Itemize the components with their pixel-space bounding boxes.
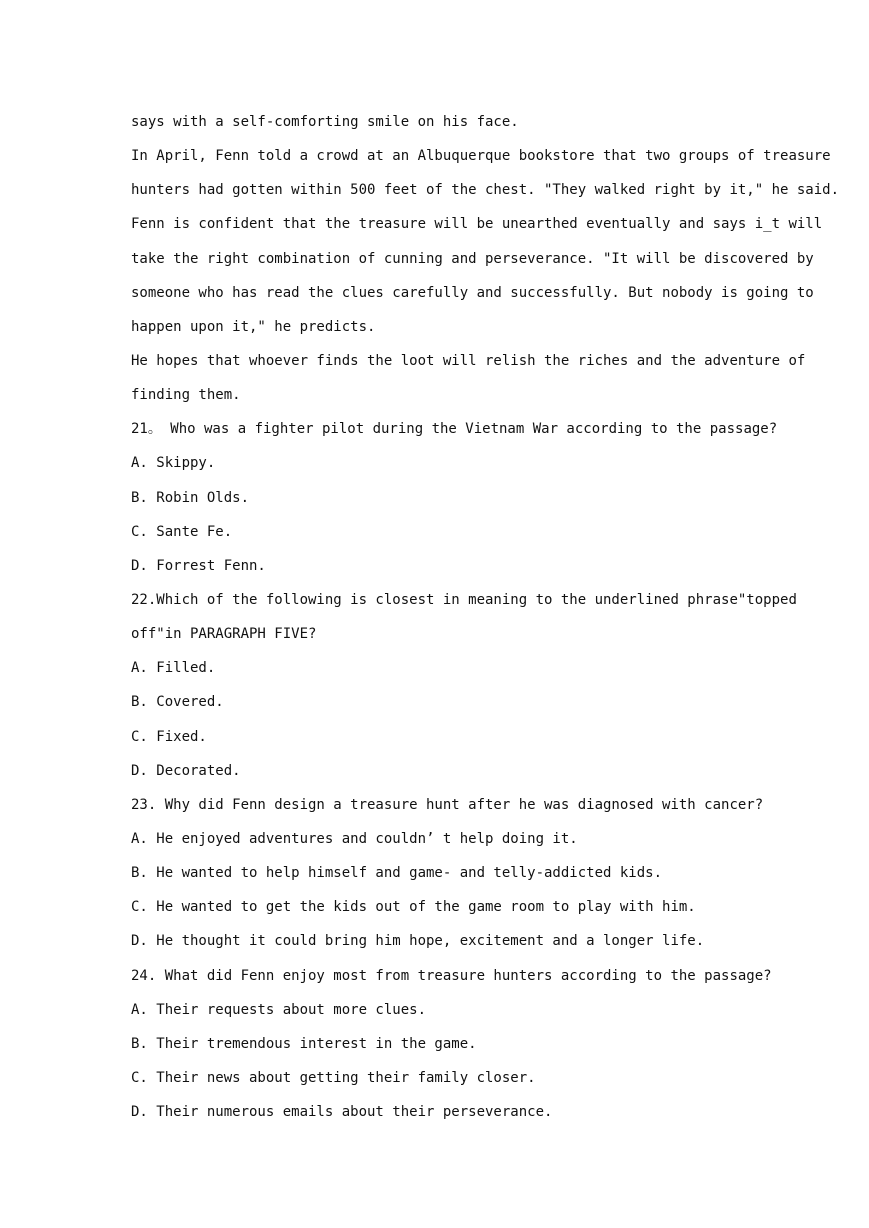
option-23-a: A. He enjoyed adventures and couldn’ t help doing it.: [131, 830, 578, 847]
option-21-b: B. Robin Olds.: [131, 489, 250, 506]
question-23: 23. Why did Fenn design a treasure hunt after he was diagnosed with cancer?: [131, 796, 764, 813]
option-24-d: D. Their numerous emails about their perseverance.: [131, 1104, 553, 1121]
passage-line: someone who has read the clues carefully and successfully. But nobody is going to: [131, 284, 814, 301]
option-24-a: A. Their requests about more clues.: [131, 1001, 427, 1018]
option-23-d: D. He thought it could bring him hope, excitement and a longer life.: [131, 933, 705, 950]
question-24: 24. What did Fenn enjoy most from treasure hunters according to the passage?: [131, 967, 772, 984]
option-22-b: B. Covered.: [131, 694, 224, 711]
passage-line: take the right combination of cunning and perseverance. "It will be discovered by: [131, 250, 814, 267]
question-22-continued: off"in PARAGRAPH FIVE?: [131, 626, 317, 643]
question-21: 21。 Who was a fighter pilot during the Vietnam War according to the passage?: [131, 421, 778, 438]
option-21-d: D. Forrest Fenn.: [131, 557, 266, 574]
passage-line: happen upon it," he predicts.: [131, 318, 376, 335]
option-23-c: C. He wanted to get the kids out of the game room to play with him.: [131, 899, 696, 916]
passage-line: says with a self-comforting smile on his face.: [131, 114, 519, 130]
question-22: 22.Which of the following is closest in meaning to the underlined phrase"topped: [131, 591, 797, 608]
option-21-c: C. Sante Fe.: [131, 523, 233, 540]
option-22-a: A. Filled.: [131, 660, 216, 677]
document-page: [131, 105, 840, 1129]
option-22-d: D. Decorated.: [131, 762, 241, 779]
passage-line: In April, Fenn told a crowd at an Albuquerque bookstore that two groups of treasure: [131, 148, 831, 165]
passage-line: He hopes that whoever finds the loot will relish the riches and the adventure of: [131, 352, 806, 369]
option-23-b: B. He wanted to help himself and game- and telly-addicted kids.: [131, 865, 663, 882]
option-22-c: C. Fixed.: [131, 728, 207, 745]
option-24-b: B. Their tremendous interest in the game.: [131, 1035, 477, 1052]
option-21-a: A. Skippy.: [131, 455, 216, 472]
passage-line: Fenn is confident that the treasure will be unearthed eventually and says i_t will: [131, 216, 823, 233]
option-24-c: C. Their news about getting their family closer.: [131, 1069, 536, 1086]
passage-line: finding them.: [131, 387, 241, 404]
passage-line: hunters had gotten within 500 feet of the chest. "They walked right by it," he said.: [131, 182, 840, 199]
